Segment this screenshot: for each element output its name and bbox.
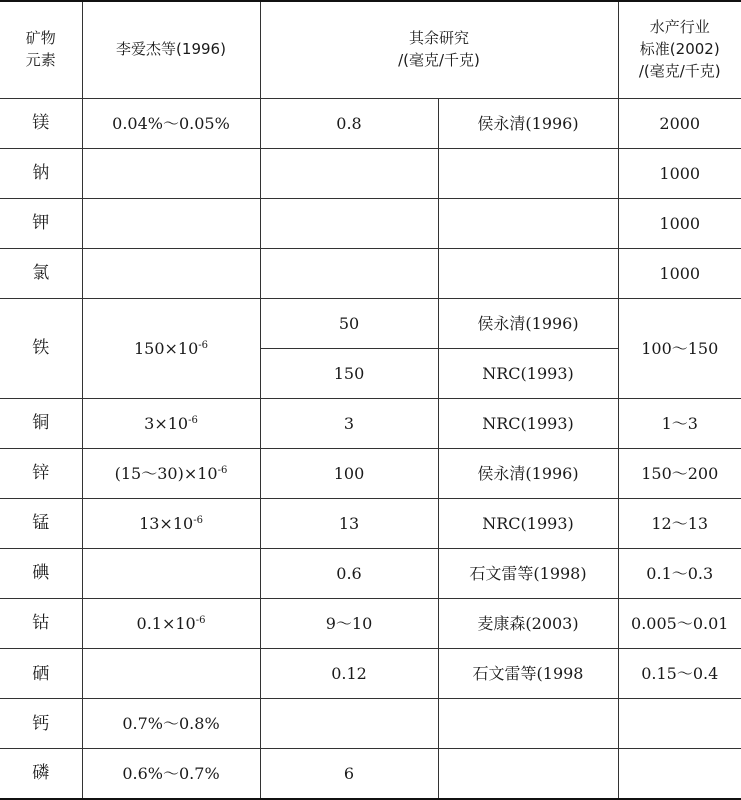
header-industry-standard: 水产行业 标准(2002) /(毫克/千克) (618, 1, 741, 98)
other-value-cell: 100 (260, 449, 438, 499)
element-cell: 氯 (0, 248, 82, 298)
li-value-cell (82, 599, 260, 649)
other-value-cell (260, 699, 438, 749)
li-value-cell: 0.7%～0.8% (82, 699, 260, 749)
exponent: -6 (188, 414, 198, 426)
standard-cell: 100～150 (618, 298, 741, 398)
header-row (0, 1, 741, 98)
li-value-cell (82, 298, 260, 398)
standard-cell: 1000 (618, 198, 741, 248)
standard-cell (618, 749, 741, 799)
element-cell: 碘 (0, 549, 82, 599)
other-value-cell (260, 248, 438, 298)
table-row (0, 298, 741, 348)
table-row (0, 449, 741, 499)
li-value-cell (82, 248, 260, 298)
other-value-cell (260, 148, 438, 198)
source-cell (438, 148, 618, 198)
standard-cell: 1000 (618, 248, 741, 298)
source-cell (438, 248, 618, 298)
exponent: -6 (198, 339, 209, 351)
li-value-cell (82, 499, 260, 549)
element-cell: 钙 (0, 699, 82, 749)
table-row (0, 599, 741, 649)
table-row (0, 549, 741, 599)
other-value-cell: 6 (260, 749, 438, 799)
source-cell: 侯永清(1996) (438, 98, 618, 148)
element-cell: 钠 (0, 148, 82, 198)
exponent: -6 (193, 515, 203, 527)
source-cell: 石文雷等(1998 (438, 649, 618, 699)
standard-cell: 12～13 (618, 499, 741, 549)
other-value-cell: 3 (260, 398, 438, 448)
element-cell: 锰 (0, 499, 82, 549)
element-cell: 钴 (0, 599, 82, 649)
element-cell: 镁 (0, 98, 82, 148)
li-value-cell: 0.6%～0.7% (82, 749, 260, 799)
source-cell (438, 198, 618, 248)
table-row (0, 649, 741, 699)
exponent: -6 (217, 464, 228, 476)
standard-cell: 2000 (618, 98, 741, 148)
li-value-base: 0.1×10 (136, 614, 196, 634)
source-cell: 侯永清(1996) (438, 449, 618, 499)
table-row (0, 248, 741, 298)
element-cell: 铁 (0, 298, 82, 398)
li-value-cell (82, 449, 260, 499)
other-value-cell: 13 (260, 499, 438, 549)
li-value-cell: 0.04%～0.05% (82, 98, 260, 148)
li-value-cell (82, 198, 260, 248)
li-value-cell (82, 549, 260, 599)
other-value-cell (260, 198, 438, 248)
element-cell: 铜 (0, 398, 82, 448)
other-value-cell: 0.12 (260, 649, 438, 699)
header-other-studies: 其余研究 /(毫克/千克) (260, 1, 618, 98)
li-value-base: 13×10 (139, 514, 194, 534)
li-value-cell (82, 398, 260, 448)
table-row (0, 398, 741, 448)
source-cell: NRC(1993) (438, 348, 618, 398)
element-cell: 锌 (0, 449, 82, 499)
source-cell (438, 699, 618, 749)
standard-cell (618, 699, 741, 749)
exponent: -6 (195, 615, 206, 627)
li-value-cell (82, 148, 260, 198)
other-value-cell: 9～10 (260, 599, 438, 649)
other-value-cell: 150 (260, 348, 438, 398)
other-value-cell: 50 (260, 298, 438, 348)
table-row (0, 198, 741, 248)
header-element: 矿物 元素 (0, 1, 82, 98)
element-cell: 磷 (0, 749, 82, 799)
other-value-cell: 0.6 (260, 549, 438, 599)
source-cell: NRC(1993) (438, 499, 618, 549)
element-cell: 钾 (0, 198, 82, 248)
li-value-base: (15～30)×10 (114, 463, 218, 483)
standard-cell: 0.15～0.4 (618, 649, 741, 699)
table-row (0, 749, 741, 799)
other-value-cell: 0.8 (260, 98, 438, 148)
standard-cell: 0.005～0.01 (618, 599, 741, 649)
element-cell: 硒 (0, 649, 82, 699)
standard-cell: 0.1～0.3 (618, 549, 741, 599)
source-cell: 麦康森(2003) (438, 599, 618, 649)
source-cell: 石文雷等(1998) (438, 549, 618, 599)
table-row (0, 499, 741, 549)
source-cell (438, 749, 618, 799)
source-cell: 侯永清(1996) (438, 298, 618, 348)
header-li-study: 李爱杰等(1996) (82, 1, 260, 98)
standard-cell: 1～3 (618, 398, 741, 448)
table-row (0, 98, 741, 148)
table-row (0, 699, 741, 749)
table-row (0, 148, 741, 198)
li-value-base: 150×10 (133, 338, 199, 358)
source-cell: NRC(1993) (438, 398, 618, 448)
standard-cell: 1000 (618, 148, 741, 198)
standard-cell: 150～200 (618, 449, 741, 499)
li-value-cell (82, 649, 260, 699)
li-value-base: 3×10 (144, 413, 189, 433)
